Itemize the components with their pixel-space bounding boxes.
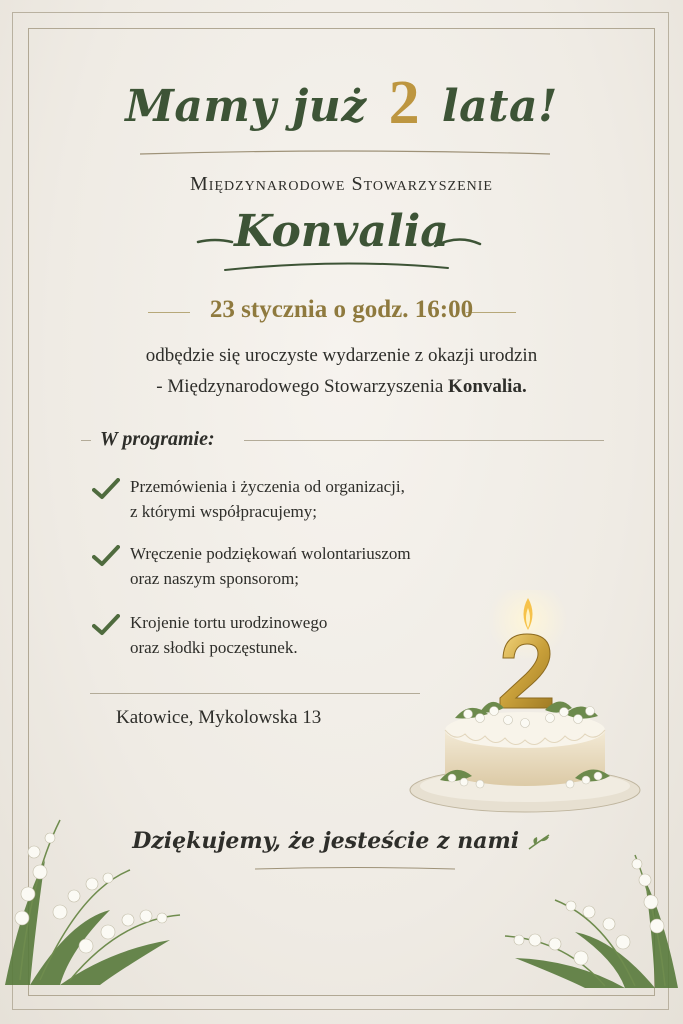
program-item-line-1: Przemówienia i życzenia od organizacji, bbox=[130, 477, 405, 496]
program-divider-right bbox=[244, 440, 604, 441]
program-item-line-1: Wręczenie podziękowań wolontariuszom bbox=[130, 544, 411, 563]
association-label: Międzynarodowe Stowarzyszenie bbox=[190, 173, 493, 195]
program-item-line-2: oraz słodki poczęstunek. bbox=[130, 638, 298, 657]
program-item-line-2: z którymi współpracujemy; bbox=[130, 502, 317, 521]
headline bbox=[0, 66, 683, 137]
program-item-line-1: Krojenie tortu urodzinowego bbox=[130, 613, 328, 632]
intro-line-1: odbędzie się uroczyste wydarzenie z okazji urodzin bbox=[145, 345, 538, 366]
intro-line-2-bold: Konvalia. bbox=[448, 376, 527, 397]
headline-before: Mamy już bbox=[125, 81, 367, 132]
lily-of-the-valley-icon bbox=[0, 800, 200, 990]
brand-name: Konvalia bbox=[234, 206, 449, 257]
headline-divider bbox=[140, 150, 550, 156]
thank-you-label: Dziękujemy, że jesteście z nami bbox=[132, 828, 520, 854]
event-date: 23 stycznia o godz. 16:00 bbox=[209, 296, 474, 323]
intro-line-2-text: - Międzynarodowego Stowarzyszenia bbox=[156, 376, 449, 397]
check-icon bbox=[92, 614, 120, 636]
birthday-cake-icon bbox=[400, 590, 650, 830]
intro-text bbox=[0, 340, 683, 402]
address-divider bbox=[90, 693, 420, 694]
program-heading: W programie: bbox=[100, 428, 215, 450]
program-item-text bbox=[130, 474, 490, 524]
thank-you-divider bbox=[255, 866, 455, 870]
event-address: Katowice, Mykolowska 13 bbox=[116, 707, 322, 728]
lily-of-the-valley-icon bbox=[485, 840, 683, 990]
program-item-line-2: oraz naszym sponsorom; bbox=[130, 569, 300, 588]
program-item-text bbox=[130, 541, 490, 591]
headline-after: lata! bbox=[441, 81, 558, 132]
headline-number: 2 bbox=[388, 69, 421, 137]
program-divider-left bbox=[81, 440, 91, 441]
intro-line-2 bbox=[0, 371, 683, 402]
check-icon bbox=[92, 478, 120, 500]
check-icon bbox=[92, 545, 120, 567]
